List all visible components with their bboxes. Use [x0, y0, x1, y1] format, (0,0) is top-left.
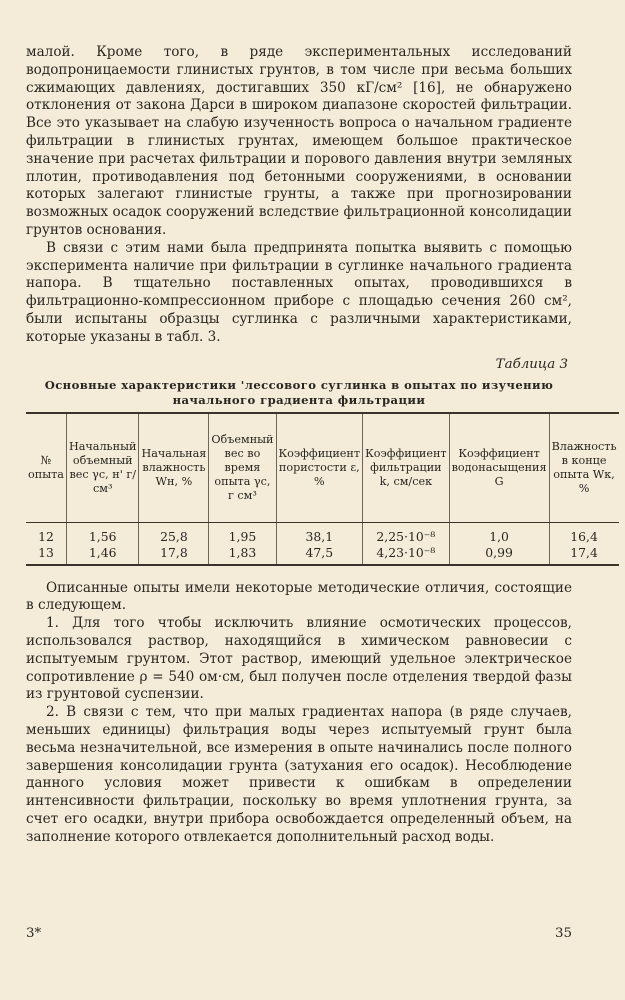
cell: 13	[26, 545, 66, 565]
cell: 16,4	[570, 528, 598, 544]
cell: 25,8	[139, 529, 209, 545]
cell: 17,4	[549, 545, 619, 565]
col-header-filtration-coef: Коэффициент фильтрации k, см/сек	[363, 413, 450, 523]
table-label: Таблица 3	[495, 356, 568, 372]
paragraph-3: Описанные опыты имели некоторые методические отличия, состоящие в следующем.	[26, 579, 572, 614]
table-row	[26, 529, 619, 545]
paragraph-1: малой. Кроме того, в ряде экспериментальных исследований водопроницаемости глинистых грунтов, в том числе при весьма больших сжимающих давлениях, достигавших 350 кГ/см² [16], не обнаружено отклонения от закона Дарси в широком диапазоне скоростей фильтрации. Все это указывает на слабую изученность вопроса о начальном градиенте фильтрации в глинистых грунтах, имеющем большое практическое значение при расчетах фильтрации и порового давления внутри земляных плотин, противодавления под бетонными сооружениями, в основании которых залегают глинистые грунты, а также при прогнозировании возможных осадок сооружений вследствие фильтрационной консолидации грунтов основания.	[26, 44, 572, 238]
col-header-porosity: Коэффициент пористости ε, %	[276, 413, 363, 523]
signature-mark: 3*	[26, 926, 42, 941]
cell: 4,23·10⁻⁸	[363, 545, 450, 565]
col-header-experiment: № опыта	[26, 413, 66, 523]
page-number: 35	[554, 926, 572, 941]
cell: 47,5	[276, 545, 363, 565]
paragraph-4: 1. Для того чтобы исключить влияние осмотических процессов, использовался раствор, находящийся в химическом равновесии с испытуемым грунтом. Этот раствор, имеющий удельное электрическое сопротивление ρ = 540 ом·см, был получен после отделения твердой фазы из грунтовой суспензии.	[26, 615, 572, 703]
cell: 1,83	[209, 545, 276, 565]
cell: 1,0	[449, 529, 549, 545]
paragraph-2: В связи с этим нами была предпринята попытка выявить с помощью эксперимента наличие при фильтрации в суглинке начального градиента напора. В тщательно поставленных опытах, проводившихся в фильтрационно-компрессионном приборе с площадью сечения 260 см², были испытаны образцы суглинка с различными характеристиками, которые указаны в табл. 3.	[26, 239, 572, 345]
table-row	[26, 545, 619, 565]
cell: 1,95	[209, 529, 276, 545]
col-header-saturation: Коэффициент водонасыщения G	[449, 413, 549, 523]
col-header-final-moisture: Влажность в конце опыта Wк, %	[549, 413, 619, 523]
cell: 0,99	[449, 545, 549, 565]
page-body	[26, 44, 617, 847]
cell: 12	[26, 529, 66, 545]
col-header-test-density: Объемный вес во время опыта γс, г см³	[209, 413, 276, 523]
cell: 38,1	[276, 529, 363, 545]
paragraph-5: 2. В связи с тем, что при малых градиентах напора (в ряде случаев, меньших единицы) фильтрация воды через испытуемый грунт была весьма незначительной, все измерения в опыте начинались после полного завершения консолидации грунта (затухания его осадок). Несоблюдение данного условия может привести к ошибкам в определении интенсивности фильтрации, поскольку во время уплотнения грунта, за счет его осадки, внутри прибора освобождается определенный объем, на заполнение которого отвлекается дополнительный расход воды.	[26, 704, 572, 845]
characteristics-table	[26, 412, 619, 566]
col-header-initial-moisture: Начальная влажность Wн, %	[139, 413, 209, 523]
cell: 2,25·10⁻⁸	[363, 529, 450, 545]
cell: 1,56	[66, 529, 139, 545]
col-header-initial-density: Начальный объемный вес γс, н' г/см³	[66, 413, 139, 523]
cell: 1,46	[66, 545, 139, 565]
cell: 17,8	[139, 545, 209, 565]
table-caption: Основные характеристики 'лессового суглинка в опытах по изучению начального градиента фильтрации	[44, 377, 554, 407]
